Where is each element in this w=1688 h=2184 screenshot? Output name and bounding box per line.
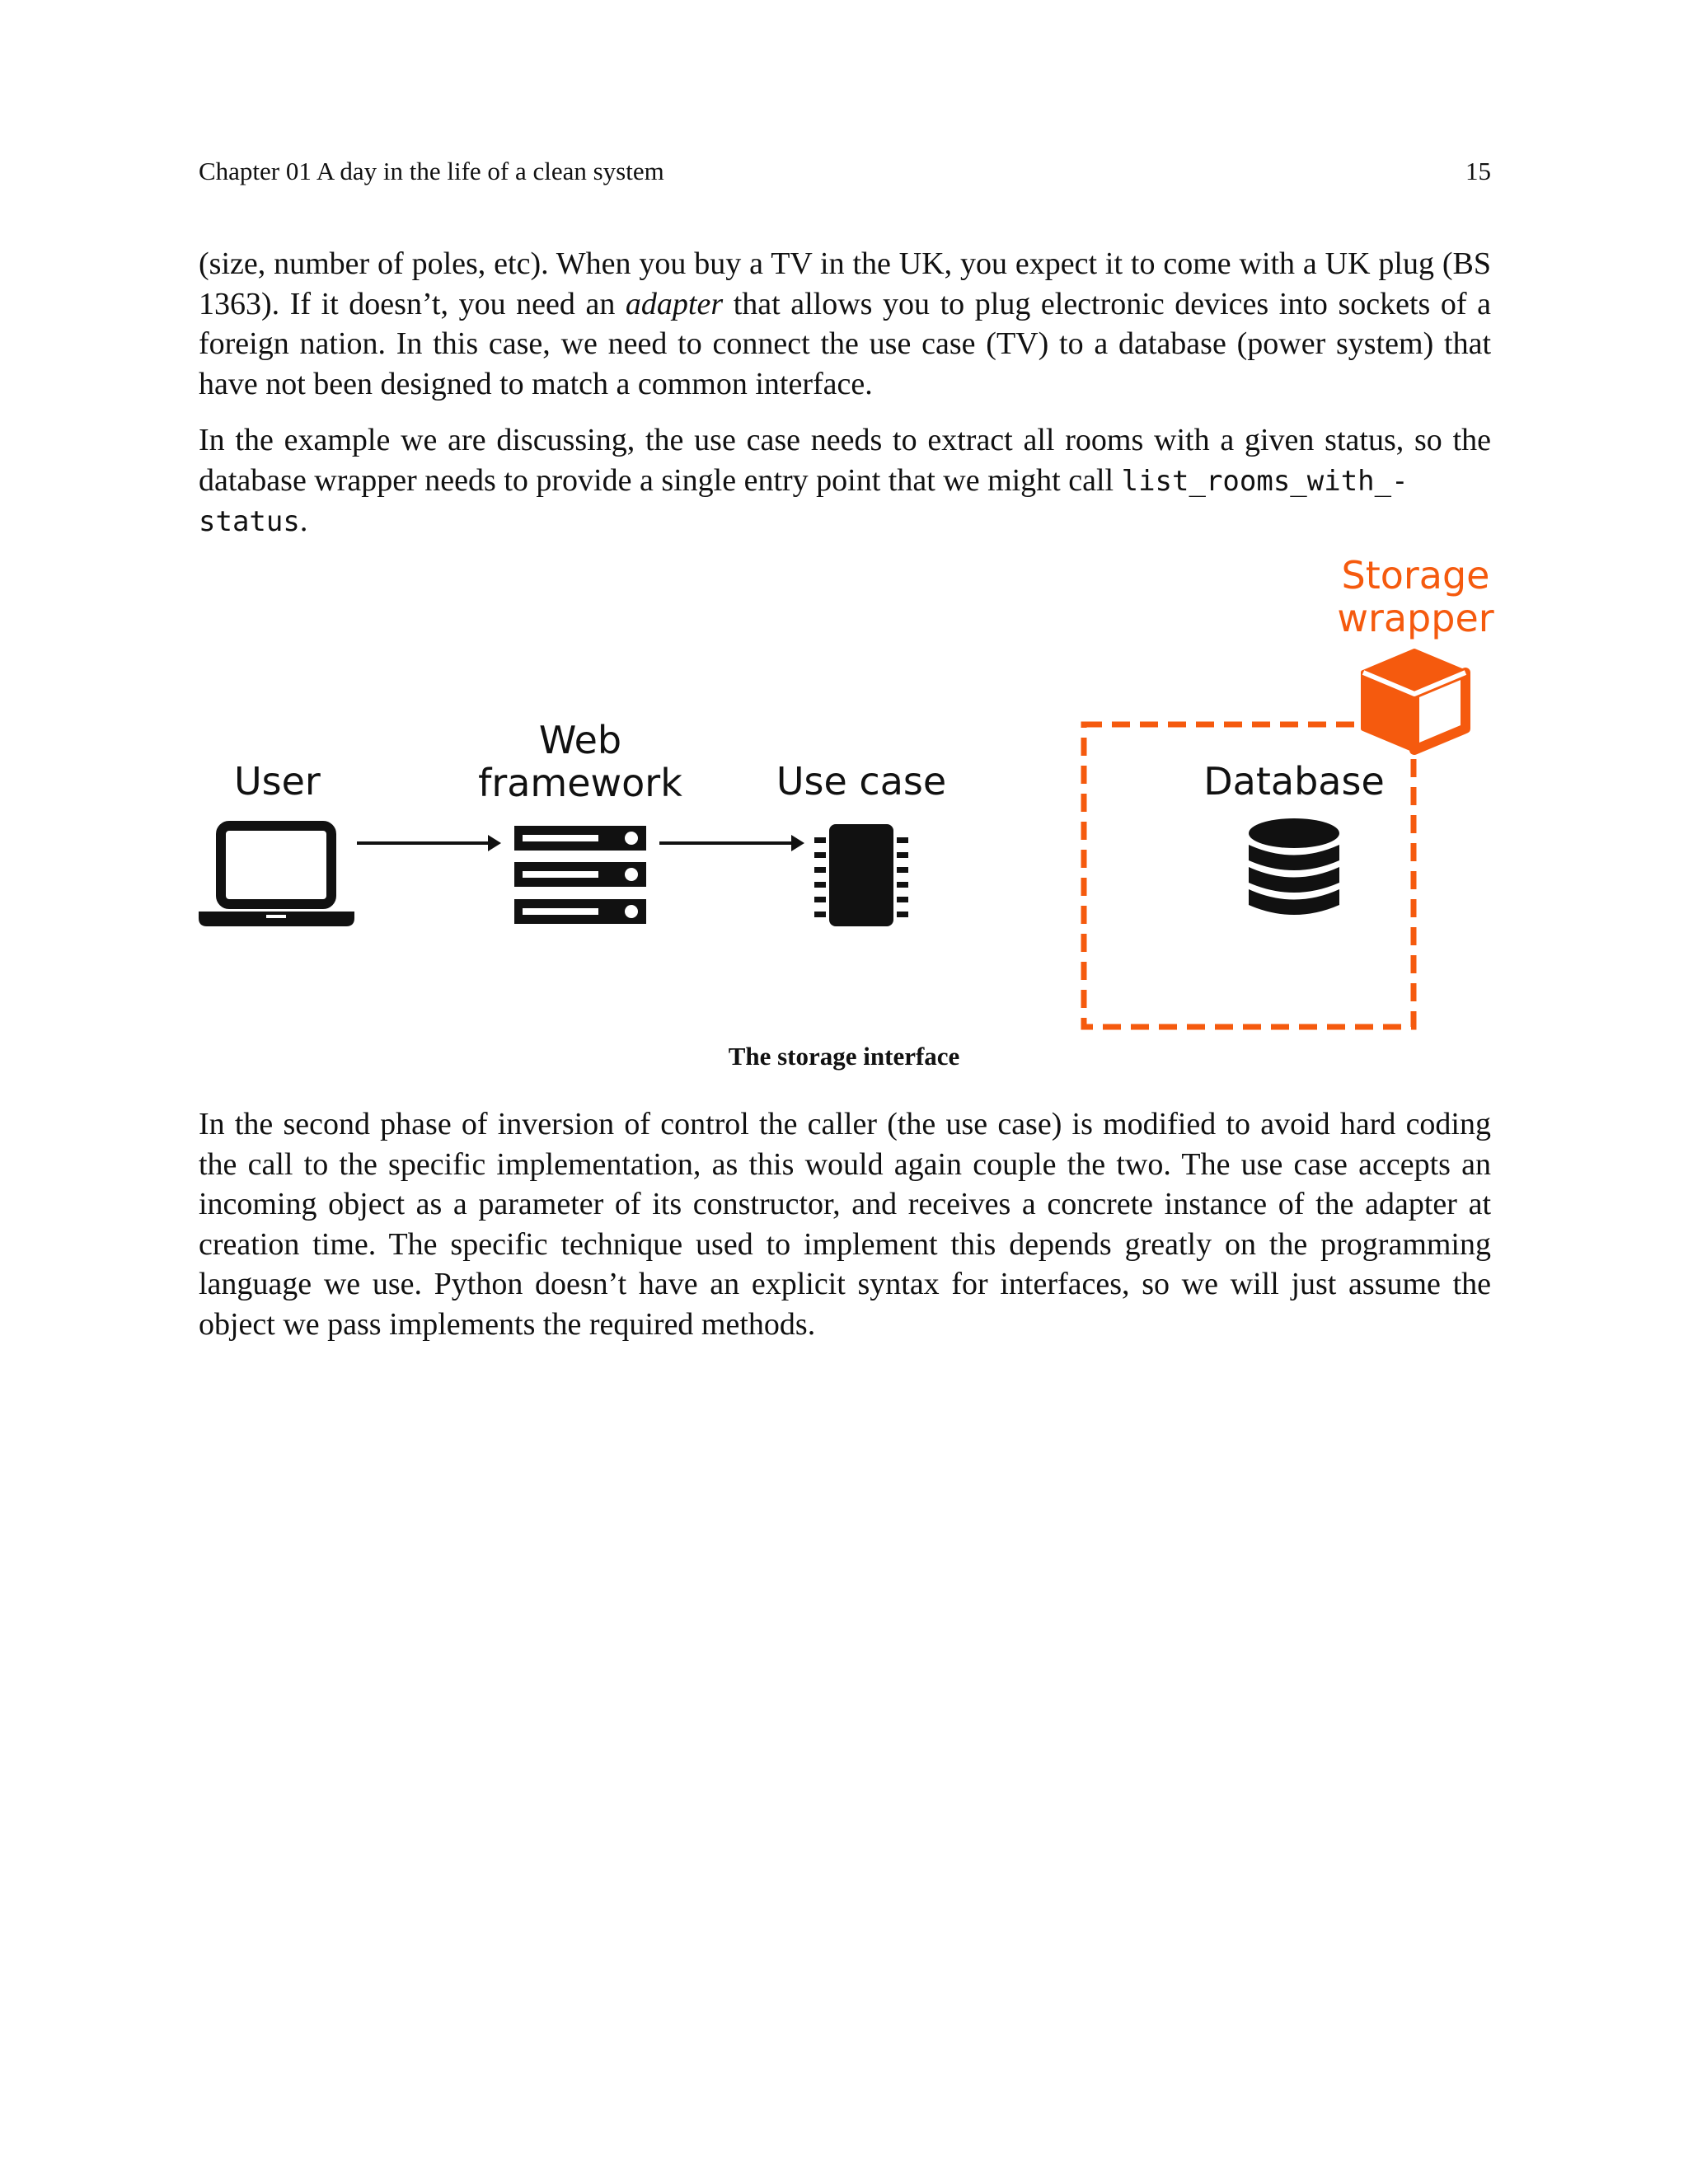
page-header	[199, 157, 1491, 186]
label-database: Database	[1203, 759, 1385, 804]
paragraph-1-emphasis: adapter	[625, 286, 724, 321]
label-web-framework	[473, 719, 687, 804]
inline-code-line-2: status	[199, 505, 300, 538]
arrow-user-to-web	[357, 835, 501, 851]
label-web-line-2: framework	[478, 761, 682, 805]
paragraph-2	[199, 420, 1491, 542]
database-icon	[1249, 818, 1339, 915]
paragraph-2-text-a: In the example we are discussing, the use case needs to extract all rooms with a given status, so the database wrapper needs to provide a single entry point that we might call	[199, 423, 1491, 498]
storage-interface-figure	[0, 544, 1688, 1055]
arrow-web-to-usecase	[659, 835, 804, 851]
cube-icon	[1363, 651, 1465, 750]
label-use-case: Use case	[776, 759, 947, 804]
laptop-icon	[199, 826, 354, 926]
figure-caption: The storage interface	[728, 1042, 960, 1071]
paragraph-1	[199, 244, 1491, 404]
paragraph-2-text-b: .	[299, 504, 308, 538]
server-rack-icon	[514, 826, 646, 924]
chapter-title: Chapter 01 A day in the life of a clean system	[199, 157, 664, 185]
paragraph-1-text-a: (size, number of poles, etc). When you buy a TV in the UK, you expect it to come with a UK plug (BS 1363). If it doesn’t, you need an	[199, 246, 1491, 321]
page-number: 15	[1465, 157, 1491, 185]
paragraph-1-text-b: that allows you to plug electronic devices into sockets of a foreign nation. In this case, we need to connect the use case (TV) to a database (power system) that have not been designed to match a common interface.	[199, 286, 1492, 401]
inline-code-line-1: list_rooms_with_-	[1121, 464, 1409, 498]
paragraph-3: In the second phase of inversion of control the caller (the use case) is modified to avoid hard coding the call to the specific implementation, as this would again couple the two. The use case accepts an incoming object as a parameter of its constructor, and receives a concrete instance of the adapter at creation time. The specific technique used to implement this depends greatly on the programming language we use. Python doesn’t have an explicit syntax for interfaces, so we will just assume the object we pass implements the required methods.	[199, 1107, 1491, 1342]
label-storage-wrapper	[1319, 554, 1512, 640]
label-user: User	[234, 759, 321, 804]
label-storage-line-1: Storage	[1341, 553, 1490, 598]
label-storage-line-2: wrapper	[1337, 596, 1494, 640]
label-web-line-1: Web	[538, 718, 622, 762]
chip-icon	[814, 824, 908, 926]
